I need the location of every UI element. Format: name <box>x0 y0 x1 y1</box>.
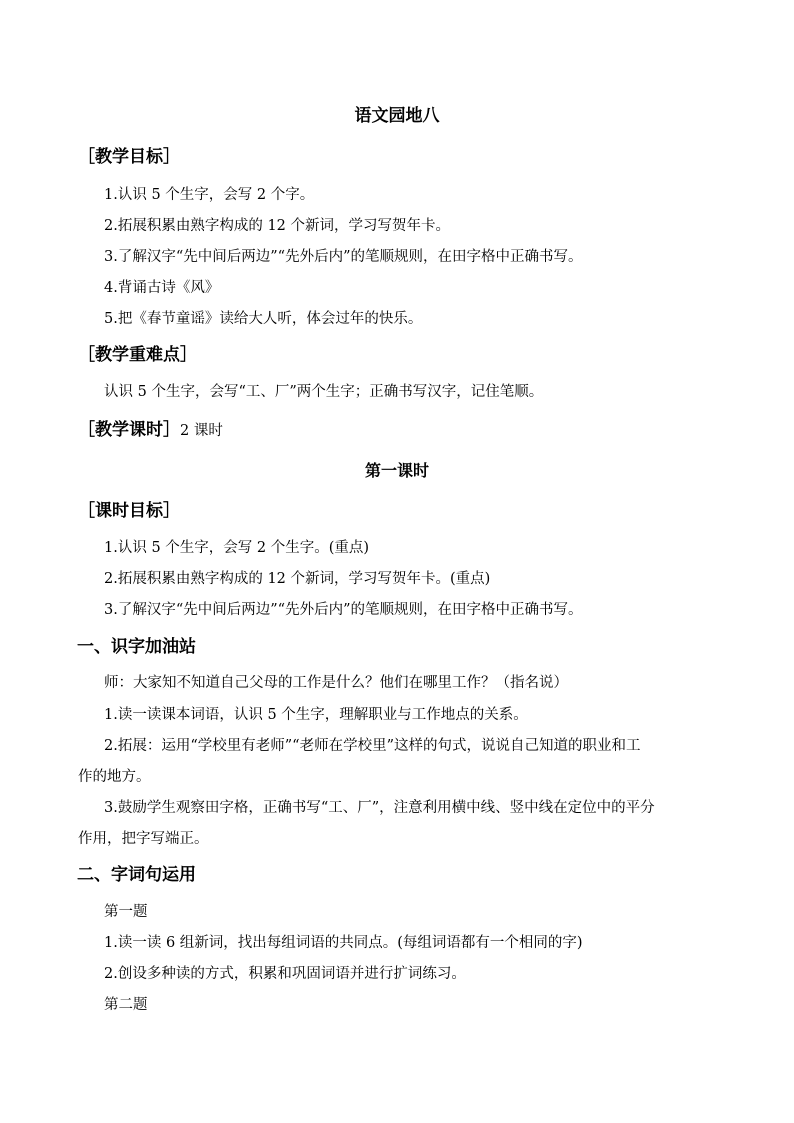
class-hours-row <box>78 422 223 439</box>
teaching-goals-heading: ［教学目标］ <box>78 147 180 167</box>
section-heading-word-use: 二、字词句运用 <box>77 865 196 885</box>
paragraph: 1.读一读 6 组新词，找出每组词语的共同点。(每组词语都有一个相同的字) <box>104 935 583 951</box>
teaching-goal-item: 4.背诵古诗《风》 <box>104 280 220 296</box>
teaching-goal-item: 2.拓展积累由熟字构成的 12 个新词，学习写贺年卡。 <box>104 218 451 234</box>
lesson-goal-item: 3.了解汉字“先中间后两边”“先外后内”的笔顺规则，在田字格中正确书写。 <box>104 602 583 618</box>
lesson-title: 第一课时 <box>364 461 429 480</box>
question-label: 第一题 <box>104 904 148 920</box>
paragraph-continuation: 作的地方。 <box>78 769 151 785</box>
lesson-goal-item: 1.认识 5 个生字，会写 2 个生字。(重点) <box>104 540 370 556</box>
class-hours-value: 2 课时 <box>180 423 223 439</box>
paragraph: 3.鼓励学生观察田字格，正确书写“工、厂”，注意利用横中线、竖中线在定位中的平分 <box>104 800 655 816</box>
paragraph-continuation: 作用，把字写端正。 <box>78 831 209 847</box>
teaching-goal-item: 1.认识 5 个生字，会写 2 个字。 <box>104 187 315 203</box>
paragraph: 师：大家知不知道自己父母的工作是什么？他们在哪里工作？（指名说） <box>104 675 568 691</box>
difficulty-heading: ［教学重难点］ <box>78 345 197 365</box>
document-title: 语文园地八 <box>354 106 440 126</box>
paragraph: 2.创设多种读的方式，积累和巩固词语并进行扩词练习。 <box>104 966 466 982</box>
section-heading-literacy: 一、识字加油站 <box>77 637 196 657</box>
paragraph: 2.拓展：运用“学校里有老师”“老师在学校里”这样的句式，说说自己知道的职业和工 <box>104 738 641 754</box>
class-hours-heading: ［教学课时］ <box>78 420 180 440</box>
paragraph: 1.读一读课本词语，认识 5 个生字，理解职业与工作地点的关系。 <box>104 707 528 723</box>
teaching-goal-item: 5.把《春节童谣》读给大人听，体会过年的快乐。 <box>104 311 423 327</box>
teaching-goal-item: 3.了解汉字“先中间后两边”“先外后内”的笔顺规则，在田字格中正确书写。 <box>104 249 583 265</box>
difficulty-text: 认识 5 个生字，会写“工、厂”两个生字；正确书写汉字，记住笔顺。 <box>104 384 544 400</box>
lesson-goal-item: 2.拓展积累由熟字构成的 12 个新词，学习写贺年卡。(重点) <box>104 571 491 587</box>
question-label: 第二题 <box>104 997 148 1013</box>
lesson-goals-heading: ［课时目标］ <box>78 501 180 521</box>
